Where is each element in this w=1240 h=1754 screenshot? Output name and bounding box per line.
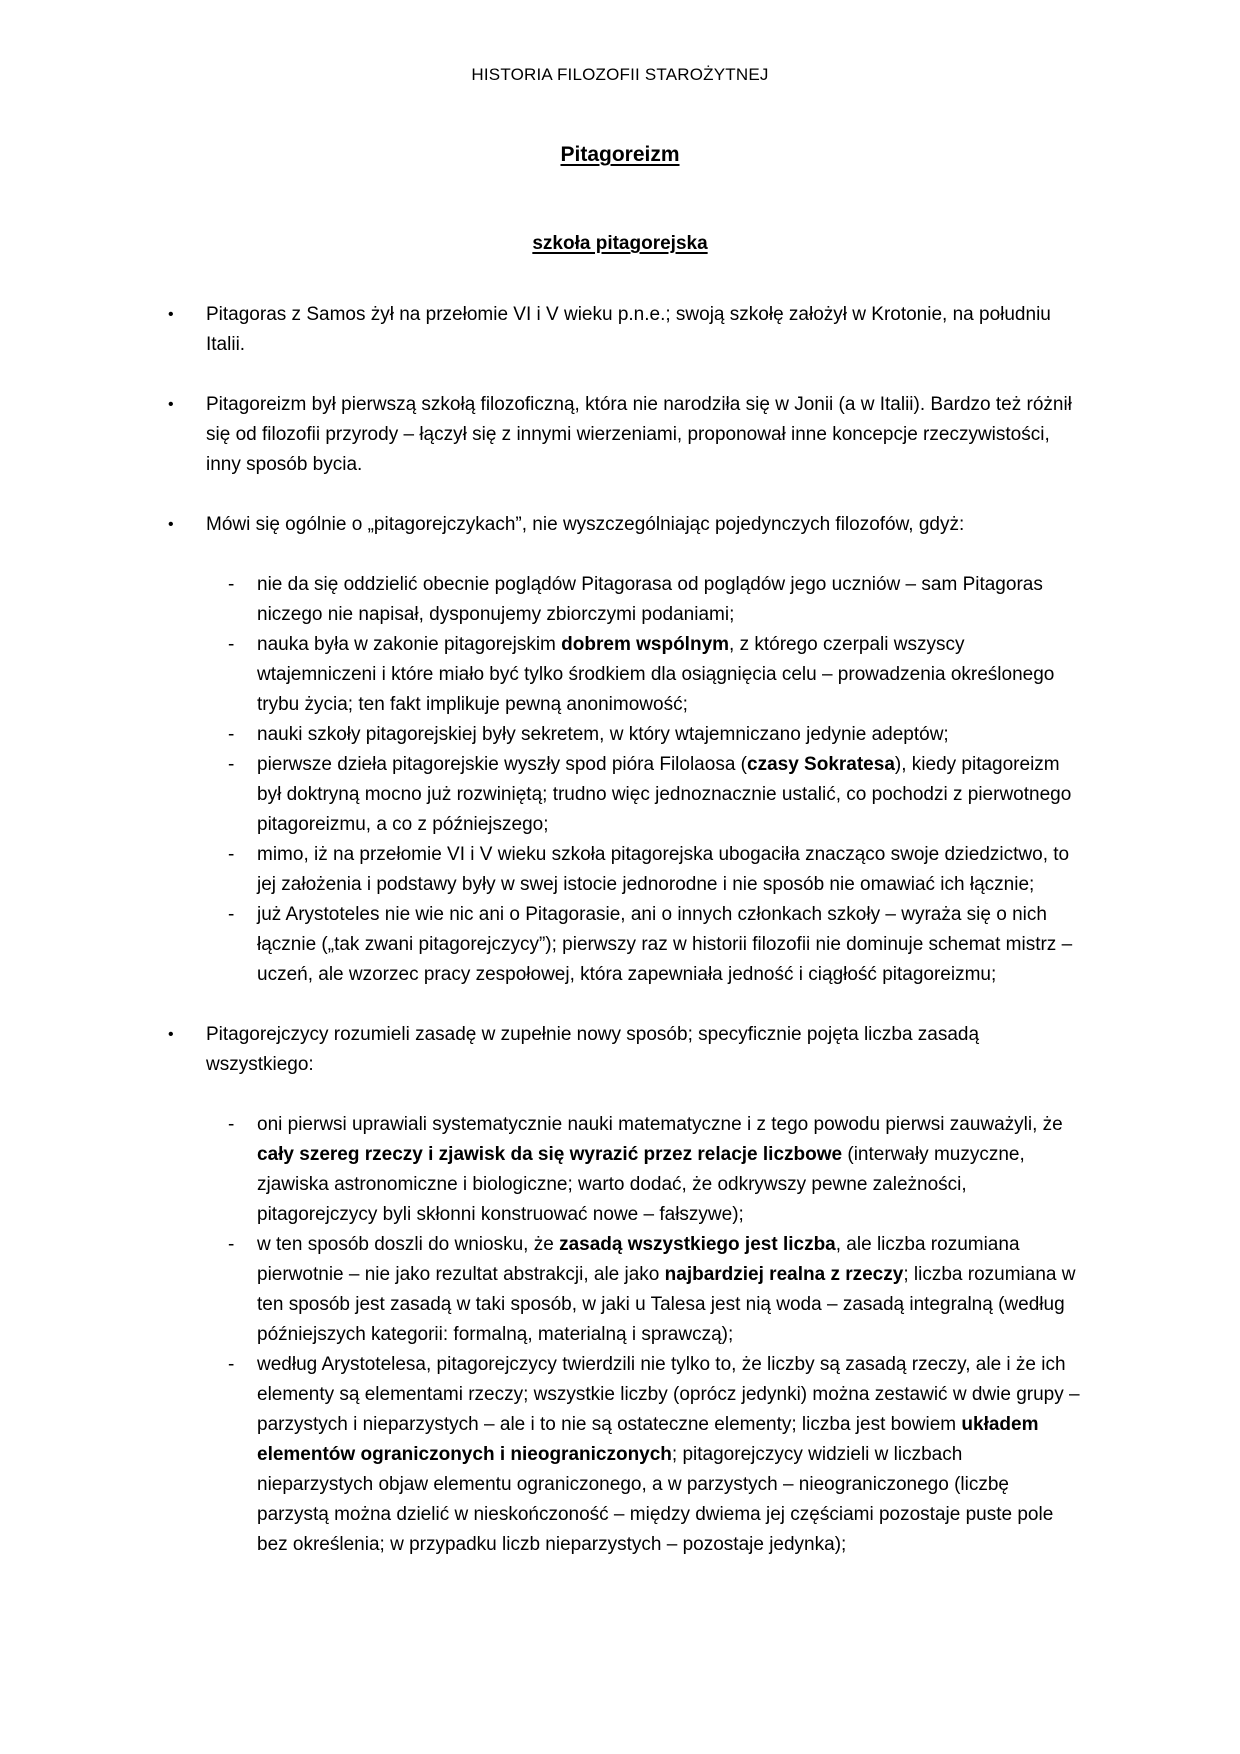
bullet-item [168, 1020, 1080, 1080]
text-run: Pitagoreizm był pierwszą szkołą filozoficzną, która nie narodziła się w Jonii (a w Italii). Bardzo też różnił się od filozofii przyrody – łączył się z innymi wierzeniami, proponował inne koncepcje rzeczywistości, inny sposób bycia. [206, 394, 1072, 475]
bullet-icon: • [168, 516, 174, 533]
sub-list-item [228, 900, 1080, 990]
document-title: Pitagoreizm [560, 143, 680, 166]
bullet-icon: • [168, 306, 174, 323]
dash-icon: - [228, 1114, 235, 1135]
dash-icon: - [228, 1354, 235, 1375]
sub-list-item [228, 1110, 1080, 1230]
text-run: mimo, iż na przełomie VI i V wieku szkoła pitagorejska ubogaciła znacząco swoje dziedzictwo, to jej założenia i podstawy były w swej istocie jednorodne i nie sposób nie omawiać ich łącznie; [257, 844, 1070, 895]
bullet-text [206, 510, 1080, 540]
sub-item-text [257, 720, 1080, 750]
bullet-text [206, 300, 1080, 360]
section-heading: szkoła pitagorejska [532, 233, 708, 254]
text-run: w ten sposób doszli do wniosku, że [257, 1234, 560, 1255]
sub-item-text [257, 840, 1080, 900]
bold-text-run: cały szereg rzeczy i zjawisk da się wyrazić przez relacje liczbowe [257, 1144, 843, 1165]
text-run: nauki szkoły pitagorejskiej były sekretem, w który wtajemniczano jedynie adeptów; [257, 724, 949, 745]
bold-text-run: czasy Sokratesa [747, 754, 895, 775]
sub-list [228, 1110, 1080, 1560]
dash-icon: - [228, 754, 235, 775]
dash-icon: - [228, 1234, 235, 1255]
bullet-text [206, 390, 1080, 480]
bullet-icon: • [168, 1026, 174, 1043]
text-run: nauka była w zakonie pitagorejskim [257, 634, 562, 655]
bullet-item [168, 300, 1080, 360]
bullet-text [206, 1020, 1080, 1080]
text-run: Pitagorejczycy rozumieli zasadę w zupełnie nowy sposób; specyficznie pojęta liczba zasadą wszystkiego: [206, 1024, 980, 1075]
sub-item-text [257, 570, 1080, 630]
text-run: według Arystotelesa, pitagorejczycy twierdzili nie tylko to, że liczby są zasadą rzeczy, ale i że ich elementy są elementami rzeczy; wszystkie liczby (oprócz jedynki) można zestawić w dwie grupy – parzystych i nieparzystych – ale i to nie są ostateczne elementy; liczba jest bowiem [257, 1354, 1080, 1435]
sub-list-item [228, 840, 1080, 900]
sub-list-item [228, 1230, 1080, 1350]
sub-item-text [257, 630, 1080, 720]
bold-text-run: dobrem wspólnym [561, 634, 730, 655]
sub-item-text [257, 1350, 1080, 1560]
bold-text-run: najbardziej realna z rzeczy [664, 1264, 904, 1285]
dash-icon: - [228, 724, 235, 745]
sub-item-text [257, 900, 1080, 990]
sub-item-text [257, 750, 1080, 840]
dash-icon: - [228, 844, 235, 865]
dash-icon: - [228, 574, 235, 595]
text-run: ; pitagorejczycy widzieli w liczbach nieparzystych objaw elementu ograniczonego, a w parzystych – nieograniczonego (liczbę parzystą można dzielić w nieskończoność – między dwiema jej częściami pozostaje puste pole bez określenia; w przypadku liczb nieparzystych – pozostaje jedynka); [257, 1444, 1054, 1555]
text-run: Pitagoras z Samos żył na przełomie VI i V wieku p.n.e.; swoją szkołę założył w Krotonie, na południu Italii. [206, 304, 1051, 355]
sub-item-text [257, 1110, 1080, 1230]
text-run: (interwały muzyczne, zjawiska astronomiczne i biologiczne; warto dodać, że odkrywszy pewne zależności, pitagorejczycy byli skłonni konstruować nowe – fałszywe); [257, 1144, 1025, 1225]
bullet-icon: • [168, 396, 174, 413]
bullet-item [168, 390, 1080, 480]
text-run: nie da się oddzielić obecnie poglądów Pitagorasa od poglądów jego uczniów – sam Pitagoras niczego nie napisał, dysponujemy zbiorczymi podaniami; [257, 574, 1043, 625]
dash-icon: - [228, 634, 235, 655]
text-run: ), kiedy pitagoreizm był doktryną mocno już rozwiniętą; trudno więc jednoznacznie ustalić, co pochodzi z pierwotnego pitagoreizmu, a co z późniejszego; [257, 754, 1072, 835]
heading-block [0, 64, 1240, 256]
sub-list-item [228, 750, 1080, 840]
text-run: , ale liczba rozumiana pierwotnie – nie jako rezultat abstrakcji, ale jako [257, 1234, 1020, 1285]
sub-list-item [228, 720, 1080, 750]
text-run: ; liczba rozumiana w ten sposób jest zasadą w taki sposób, w jaki u Talesa jest nią woda – zasadą integralną (według późniejszych kategorii: formalną, materialną i sprawczą); [257, 1264, 1076, 1345]
text-run: , z którego czerpali wszyscy wtajemniczeni i które miało być tylko środkiem dla osiągnięcia celu – prowadzenia określonego trybu życia; ten fakt implikuje pewną anonimowość; [257, 634, 1055, 715]
sub-item-text [257, 1230, 1080, 1350]
text-run: już Arystoteles nie wie nic ani o Pitagorasie, ani o innych członkach szkoły – wyraża się o nich łącznie („tak zwani pitagorejczycy”); pierwszy raz w historii filozofii nie dominuje schemat mistrz – uczeń, ale wzorzec pracy zespołowej, która zapewniała jedność i ciągłość pitagoreizmu; [257, 904, 1073, 985]
sub-list-item [228, 630, 1080, 720]
document-body [168, 300, 1080, 1560]
bold-text-run: zasadą wszystkiego jest liczba [559, 1234, 836, 1255]
text-run: pierwsze dzieła pitagorejskie wyszły spod pióra Filolaosa ( [257, 754, 747, 775]
sub-list-item [228, 570, 1080, 630]
sub-list-item [228, 1350, 1080, 1560]
dash-icon: - [228, 904, 235, 925]
bold-text-run: układem elementów ograniczonych i nieograniczonych [257, 1414, 1039, 1465]
bullet-item [168, 510, 1080, 540]
sub-list [228, 570, 1080, 990]
text-run: oni pierwsi uprawiali systematycznie nauki matematyczne i z tego powodu pierwsi zauważyli, że [257, 1114, 1063, 1135]
page-header: HISTORIA FILOZOFII STAROŻYTNEJ [471, 65, 769, 84]
text-run: Mówi się ogólnie o „pitagorejczykach”, nie wyszczególniając pojedynczych filozofów, gdyż: [206, 514, 965, 535]
